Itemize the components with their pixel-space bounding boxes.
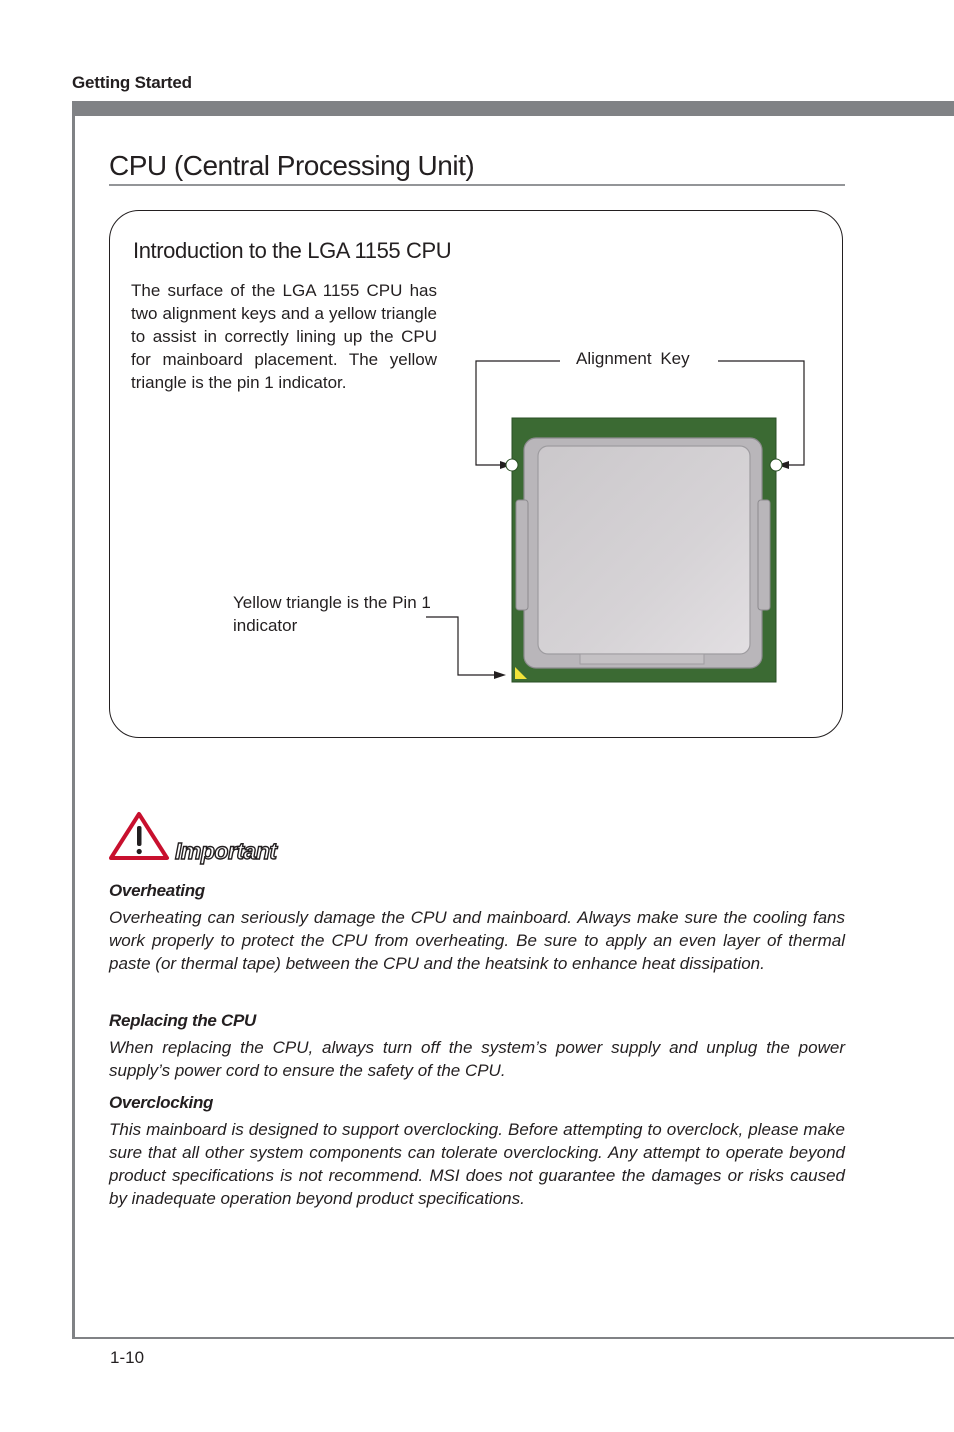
- page-title: CPU (Central Processing Unit): [109, 150, 475, 181]
- note-body-overheating: Overheating can seriously damage the CPU and mainboard. Always make sure the cooling fans work properly to protect the CPU from overheating. Be sure to apply an even layer of thermal paste (or thermal tape) between the CPU and the heatsink to enhance heat dissipation.: [109, 908, 845, 973]
- intro-title: Introduction to the LGA 1155 CPU: [133, 238, 452, 263]
- header-section-label: Getting Started: [72, 73, 192, 92]
- page-number: 1-10: [110, 1348, 145, 1367]
- important-label: Important: [175, 838, 277, 864]
- alignment-notch-right: [770, 459, 782, 471]
- pin1-arrow: [494, 671, 506, 679]
- alignment-key-label: Alignment Key: [576, 349, 690, 368]
- pin1-label: Yellow triangle is the Pin 1 indicator: [233, 593, 431, 635]
- note-heading-overheating: Overheating: [109, 881, 205, 900]
- alignment-notch-left: [506, 459, 518, 471]
- warning-icon: [108, 811, 170, 861]
- pin1-leader: [426, 617, 500, 675]
- footer-rule: [72, 1337, 954, 1339]
- note-heading-overclocking: Overclocking: [109, 1093, 214, 1112]
- note-body-replacing-cpu: When replacing the CPU, always turn off the system’s power supply and unplug the power supply’s power cord to ensure the safety of the CPU.: [109, 1038, 845, 1080]
- note-heading-replacing-cpu: Replacing the CPU: [109, 1011, 256, 1030]
- intro-description: The surface of the LGA 1155 CPU has two alignment keys and a yellow triangle to assist in correctly lining up the CPU for mainboard placement. The yellow triangle is the pin 1 indicator.: [131, 281, 437, 392]
- note-body-overclocking: This mainboard is designed to support overclocking. Before attempting to overclock, please make sure that all other system components can tolerate overclocking. Any attempt to operate beyond product specifications is not recommend. MSI does not guarantee the damages or risks caused by inadequate operation beyond product specifications.: [109, 1120, 845, 1208]
- cpu-heatspreader: [538, 446, 750, 654]
